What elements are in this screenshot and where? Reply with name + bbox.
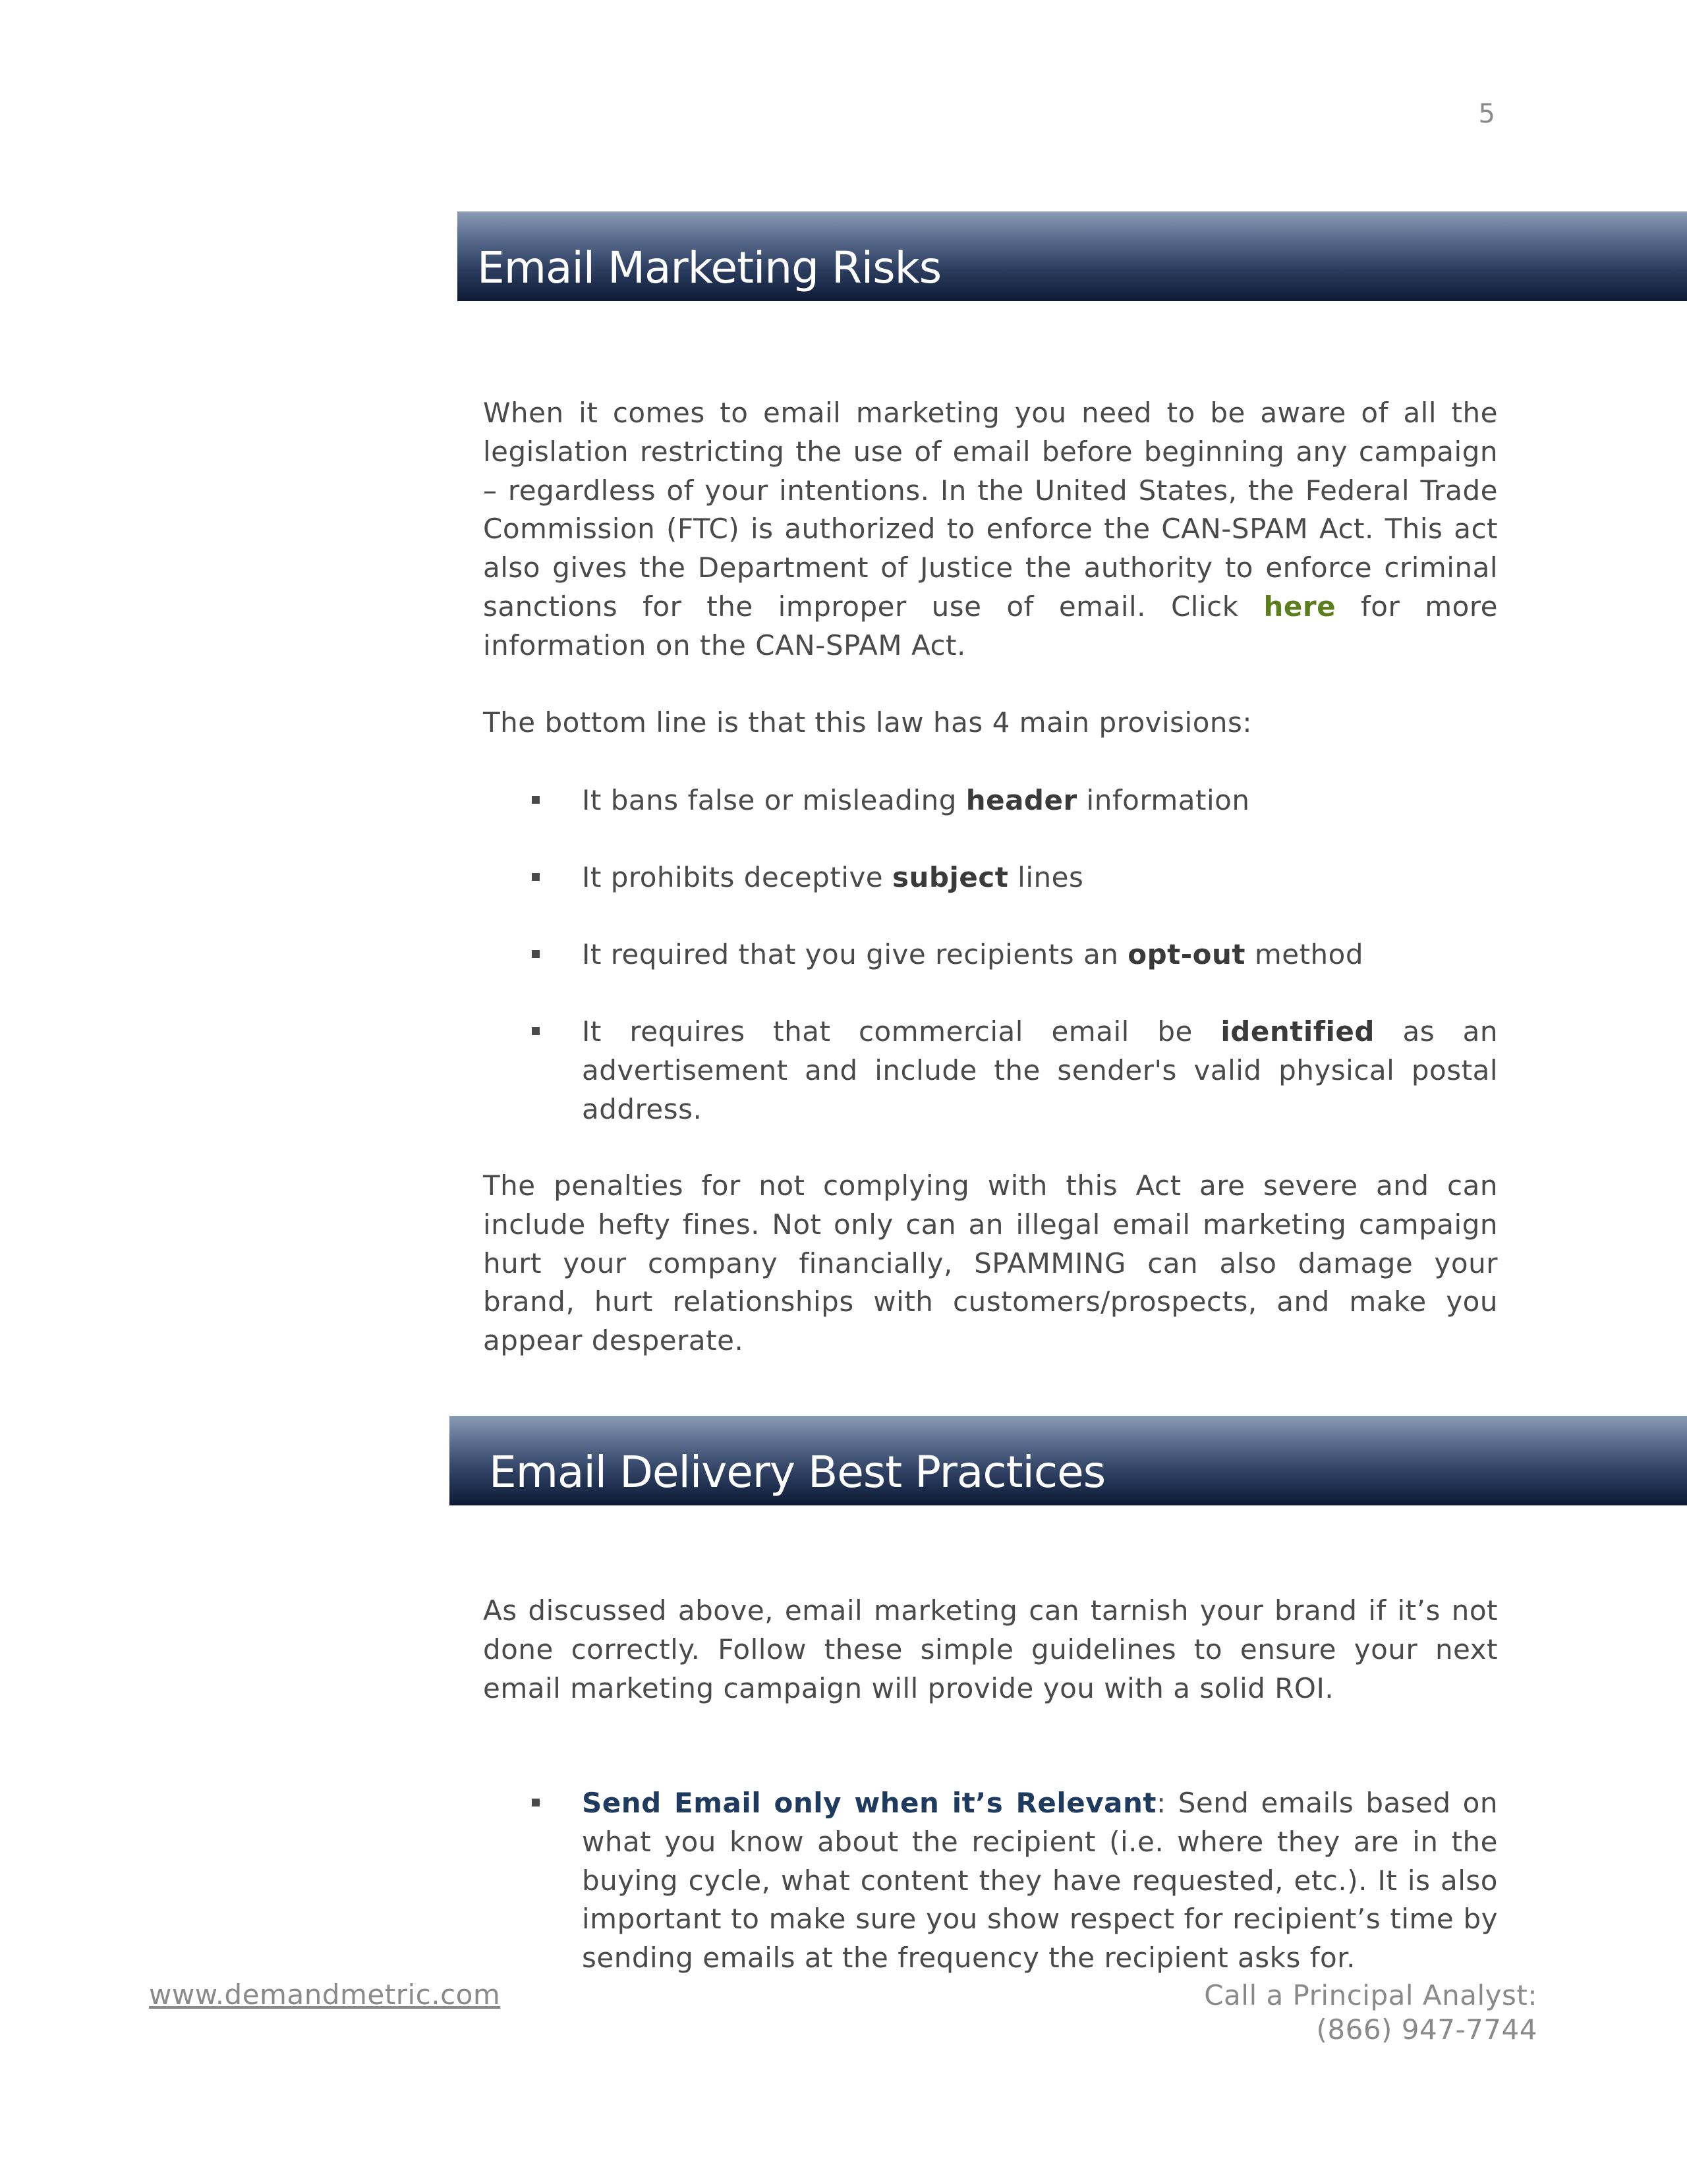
penalties-text: The penalties for not complying with this Act are severe and can include hefty fines. Not only can an illegal email marketing campaign hurt your company financially, SPAMMING can also damage your brand, hurt relationships with customers/prospects, and make you appear desperate. — [483, 1169, 1498, 1357]
provision-keyword: opt-out — [1128, 938, 1245, 970]
list-item — [483, 936, 1498, 974]
bullet-icon — [532, 796, 540, 804]
provision-text: It requires that commercial email be — [582, 1015, 1221, 1048]
provision-text-end: information — [1077, 784, 1250, 816]
best-practices-intro-text: As discussed above, email marketing can tarnish your brand if it’s not done correctly. Follow these simple guidelines to ensure your next email marketing campaign will provide you with a solid ROI. — [483, 1594, 1498, 1704]
bullet-icon — [532, 1799, 540, 1806]
section-banner-email-delivery-best-practices — [449, 1416, 1687, 1505]
page-number: 5 — [1478, 99, 1496, 129]
section-banner-email-marketing-risks — [457, 211, 1687, 301]
intro-text-end: for more information on the CAN-SPAM Act. — [483, 590, 1498, 661]
can-spam-info-link[interactable]: here — [1263, 590, 1336, 623]
provision-text: It required that you give recipients an — [582, 938, 1128, 970]
provision-keyword: identified — [1220, 1015, 1375, 1048]
provisions-list — [483, 858, 1498, 897]
bullet-icon — [532, 950, 540, 958]
practice-title: Send Email only when it’s Relevant — [582, 1787, 1157, 1819]
list-item — [483, 1013, 1498, 1129]
bullet-icon — [532, 1027, 540, 1035]
provisions-intro-text: The bottom line is that this law has 4 main provisions: — [483, 706, 1253, 739]
section-title: Email Delivery Best Practices — [489, 1447, 1106, 1498]
section-title: Email Marketing Risks — [477, 242, 942, 293]
provision-keyword: subject — [892, 861, 1009, 893]
best-practices-list — [483, 1784, 1498, 1978]
provisions-list — [483, 1013, 1498, 1129]
provisions-list — [483, 781, 1498, 820]
practice-text: : Send emails based on what you know about the recipient (i.e. where they are in the buying cycle, what content they have requested, etc.). It is also important to make sure you show respect for recipient’s time by sending emails at the frequency the recipient asks for. — [582, 1787, 1498, 1974]
list-item — [483, 781, 1498, 820]
footer-contact — [1204, 1978, 1537, 2047]
list-item — [483, 1784, 1498, 1978]
intro-paragraph — [483, 394, 1498, 665]
provision-text: It prohibits deceptive — [582, 861, 892, 893]
provision-text-end: lines — [1008, 861, 1084, 893]
footer-website-link[interactable]: www.demandmetric.com — [149, 1978, 501, 2011]
provisions-list — [483, 936, 1498, 974]
footer-call-label: Call a Principal Analyst: — [1204, 1979, 1537, 2011]
intro-text: When it comes to email marketing you need to be aware of all the legislation restricting the use of email before beginning any campaign – regardless of your intentions. In the United States, the Federal Trade Commission (FTC) is authorized to enforce the CAN-SPAM Act. This act also gives the Department of Justice the authority to enforce criminal sanctions for the improper use of email. Click — [483, 397, 1498, 623]
footer-phone: (866) 947-7744 — [1316, 2013, 1537, 2046]
best-practices-intro — [483, 1592, 1498, 1708]
provision-text-end: as an advertisement and include the sender's valid physical postal address. — [582, 1015, 1498, 1125]
provision-text-end: method — [1245, 938, 1364, 970]
list-item — [483, 858, 1498, 897]
bullet-icon — [532, 873, 540, 881]
penalties-paragraph — [483, 1167, 1498, 1360]
provision-text: It bans false or misleading — [582, 784, 966, 816]
provisions-intro — [483, 704, 1498, 742]
provision-keyword: header — [965, 784, 1077, 816]
